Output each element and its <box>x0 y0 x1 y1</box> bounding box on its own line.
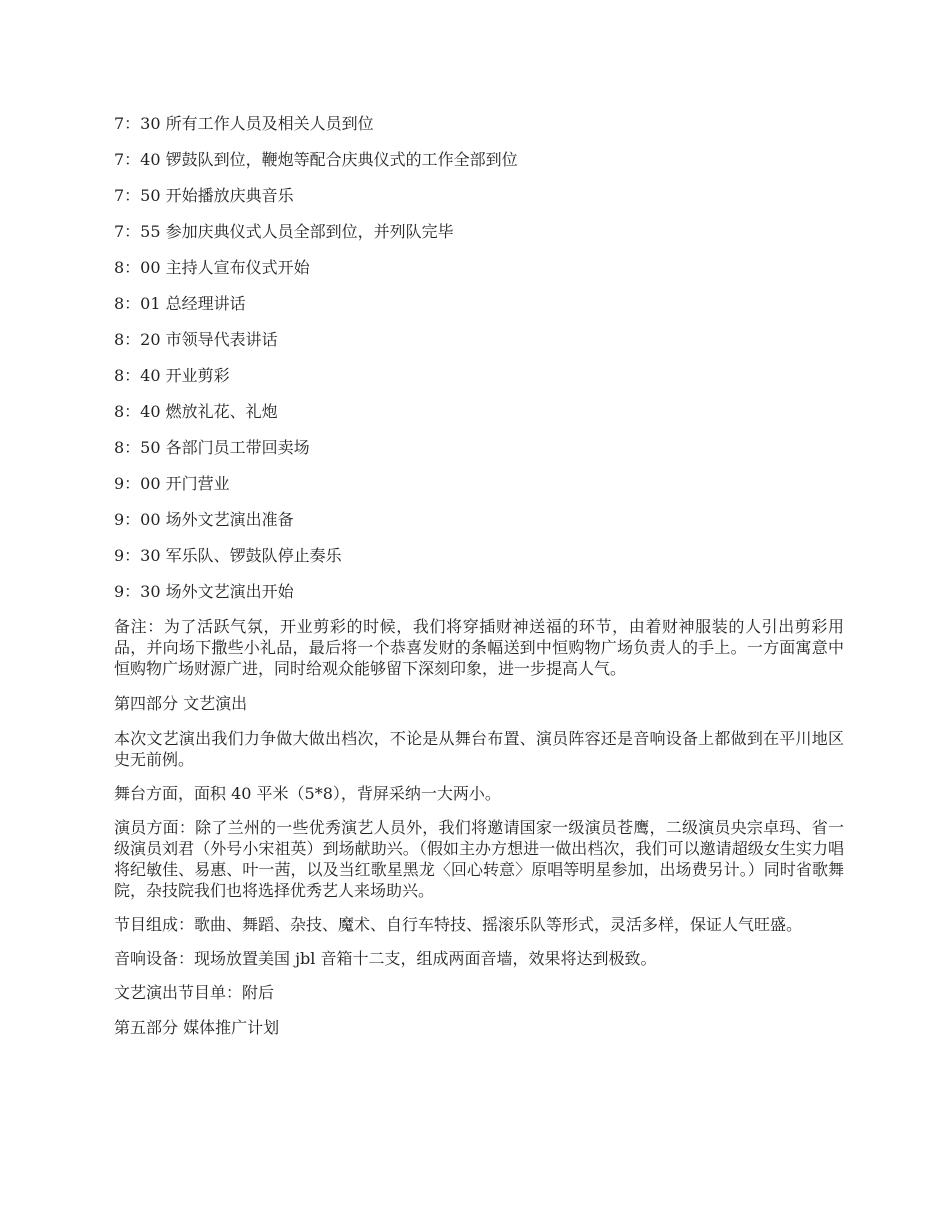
schedule-item: 7：40 锣鼓队到位，鞭炮等配合庆典仪式的工作全部到位 <box>114 150 518 169</box>
note-paragraph: 备注：为了活跃气氛，开业剪彩的时候，我们将穿插财神送福的环节，由着财神服装的人引出剪彩用品，并向场下撒些小礼品，最后将一个恭喜发财的条幅送到中恒购物广场负责人的手上。一方面寓意中恒购物广场财源广进，同时给观众能够留下深刻印象，进一步提高人气。 <box>114 617 844 678</box>
program-list-paragraph: 文艺演出节目单：附后 <box>114 983 275 1002</box>
section-heading: 第五部分 媒体推广计划 <box>114 1018 280 1037</box>
schedule-item: 7：30 所有工作人员及相关人员到位 <box>114 114 374 133</box>
schedule-item: 8：00 主持人宣布仪式开始 <box>114 258 310 277</box>
section-heading: 第四部分 文艺演出 <box>114 694 248 713</box>
schedule-item: 8：40 燃放礼花、礼炮 <box>114 402 278 421</box>
schedule-item: 7：55 参加庆典仪式人员全部到位，并列队完毕 <box>114 222 454 241</box>
schedule-item: 8：01 总经理讲话 <box>114 294 246 313</box>
program-paragraph: 节目组成：歌曲、舞蹈、杂技、魔术、自行车特技、摇滚乐队等形式，灵活多样，保证人气旺盛。 <box>114 915 803 934</box>
schedule-item: 8：50 各部门员工带回卖场 <box>114 438 310 457</box>
stage-paragraph: 舞台方面，面积 40 平米（5*8），背屏采纳一大两小。 <box>114 784 501 803</box>
actors-paragraph: 演员方面：除了兰州的一些优秀演艺人员外，我们将邀请国家一级演员苍鹰，二级演员央宗卓玛、省一级演员刘君（外号小宋祖英）到场献助兴。（假如主办方想进一做出档次，我们可以邀请超级女生实力唱将纪敏佳、易惠、叶一茜，以及当红歌星黑龙〈回心转意〉原唱等明星参加，出场费另计。）同时省歌舞院，杂技院我们也将选择优秀艺人来场助兴。 <box>114 818 844 900</box>
schedule-item: 9：30 场外文艺演出开始 <box>114 582 294 601</box>
performance-intro-paragraph: 本次文艺演出我们力争做大做出档次，不论是从舞台布置、演员阵容还是音响设备上都做到在平川地区史无前例。 <box>114 729 844 769</box>
audio-paragraph: 音响设备：现场放置美国 jbl 音箱十二支，组成两面音墙，效果将达到极致。 <box>114 949 657 968</box>
schedule-item: 8：20 市领导代表讲话 <box>114 330 278 349</box>
schedule-item: 9：00 场外文艺演出准备 <box>114 510 294 529</box>
schedule-item: 9：30 军乐队、锣鼓队停止奏乐 <box>114 546 342 565</box>
document-page <box>114 112 844 1052</box>
schedule-item: 7：50 开始播放庆典音乐 <box>114 186 294 205</box>
schedule-item: 9：00 开门营业 <box>114 474 230 493</box>
schedule-item: 8：40 开业剪彩 <box>114 366 230 385</box>
